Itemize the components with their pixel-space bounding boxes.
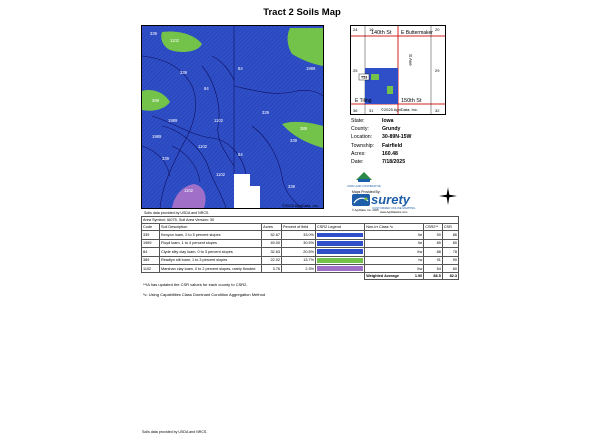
table-row (142, 248, 459, 256)
surety-tagline: CUSTOMIZED ONLINE MAPPING (372, 206, 416, 210)
cooperative-logo-text: IOWA LAND COOPERATIVE (347, 185, 381, 188)
soil-csr2: 89 (424, 239, 443, 247)
legend-color-swatch (317, 249, 363, 254)
north-arrow-icon (438, 186, 458, 206)
csr2-legend-swatch (315, 264, 364, 272)
soil-code: 339 (142, 231, 160, 239)
soil-class: IIw (365, 264, 424, 272)
map-label: 1102 (214, 118, 224, 123)
soil-csr: 78 (442, 248, 458, 256)
road-label-north-east: E Buttermaker (401, 30, 433, 36)
weighted-class: 1.90 (414, 274, 423, 279)
info-key-state: State: (351, 118, 365, 124)
info-key-township: Township: (351, 142, 375, 149)
map-label: 1102 (216, 172, 226, 177)
soil-percent: 33.0% (281, 231, 315, 239)
column-header: Acres (262, 224, 282, 231)
cooperative-logo (347, 168, 381, 188)
info-key-acres: Acres: (351, 150, 366, 157)
info-values (382, 117, 411, 166)
info-value-date: 7/18/2025 (382, 159, 406, 166)
csr2-note: **IA has updated the CSR values for each county to CSR2. (143, 282, 248, 287)
table-row (142, 264, 459, 272)
csr2-legend-swatch (315, 231, 364, 239)
surety-url: www.AgriDataInc.com (380, 210, 408, 214)
road-label-south: 150th St (401, 98, 422, 104)
soils-table (141, 216, 459, 280)
map-label: 389 (300, 126, 307, 131)
soil-percent: 13.7% (281, 256, 315, 264)
legend-color-swatch (317, 241, 363, 246)
soil-csr2: 54 (424, 264, 443, 272)
soil-csr2: 90 (424, 231, 443, 239)
map-label: 339 (150, 31, 157, 36)
tract-badge-label: T53 (361, 75, 368, 80)
soil-csr: 80 (442, 239, 458, 247)
soil-percent: 20.5% (281, 248, 315, 256)
soil-acres: 3.76 (262, 264, 282, 272)
info-value-location: 30-89N-15W (382, 134, 412, 141)
map-label: 339 (180, 70, 187, 75)
map-label: 1989 (306, 66, 316, 71)
info-key-county: County: (351, 126, 369, 133)
soil-csr2: 88 (424, 248, 443, 256)
footer-credit: Soils data provided by USDA and NRCS. (142, 430, 208, 434)
road-label-south-west: E Tiling (355, 98, 372, 104)
class-method-note: *c: Using Capabilities Class Dominant Condition Aggregation Method (143, 292, 266, 297)
table-row (142, 231, 459, 239)
soil-csr: 90 (442, 256, 458, 264)
soil-code: 1102 (142, 264, 160, 272)
map-label: 339 (288, 184, 295, 189)
soil-class: IIe (365, 231, 424, 239)
info-value-county: Grundy (382, 126, 401, 133)
info-value-state: Iowa (382, 118, 394, 124)
page-title: Tract 2 Soils Map (263, 7, 341, 18)
section-number: 24 (353, 27, 358, 32)
column-header: CSR (442, 224, 458, 231)
surety-logo-text: surety (371, 192, 411, 207)
section-number: 19 (369, 27, 374, 32)
soil-csr: 60 (442, 264, 458, 272)
soil-description: Marshan clay loam, 0 to 2 percent slopes, rarely flooded (159, 264, 261, 272)
maps-provided-by: Maps Provided By: (352, 190, 381, 194)
section-number: 32 (435, 108, 440, 113)
cooperative-logo-mark (347, 168, 381, 188)
info-key-date: Date: (351, 159, 364, 166)
weighted-csr: 82.3 (442, 273, 458, 280)
soil-description: Clyde silty clay loam, 0 to 3 percent slopes (159, 248, 261, 256)
column-header: Code (142, 224, 160, 231)
soil-code: 84 (142, 248, 160, 256)
section-number: 25 (353, 68, 358, 73)
weighted-csr2: 88.5 (424, 273, 443, 280)
soil-map-canvas (142, 26, 323, 208)
soil-csr2: 91 (424, 256, 443, 264)
csr2-legend-swatch (315, 256, 364, 264)
map-label: 389 (152, 98, 159, 103)
map-label: 1102 (184, 188, 194, 193)
area-symbol: Area Symbol: IA075, Soil Area Version: 30 (142, 217, 459, 224)
table-row (142, 239, 459, 247)
map-label: 1989 (168, 118, 178, 123)
weighted-average-row (142, 273, 459, 280)
map-label: 84 (238, 152, 243, 157)
svg-text:N: N (446, 187, 450, 191)
locator-map[interactable] (350, 25, 446, 115)
legend-color-swatch (317, 258, 363, 263)
column-header: CSR2** (424, 224, 443, 231)
map-label: 339 (162, 156, 169, 161)
locator-copyright: ©2025 AgriData, Inc. (381, 107, 418, 112)
soil-code: 1989 (142, 239, 160, 247)
info-key-location: Location: (351, 134, 373, 141)
map-label: 1989 (152, 134, 162, 139)
legend-color-swatch (317, 233, 363, 238)
section-number: 36 (353, 108, 358, 113)
soil-percent: 30.5% (281, 239, 315, 247)
soil-description: Readlyn silt loam, 1 to 3 percent slopes (159, 256, 261, 264)
info-value-acres: 160.48 (382, 150, 398, 157)
column-header: Soil Description (159, 224, 261, 231)
soil-class: IIe (365, 239, 424, 247)
section-number: 29 (435, 68, 440, 73)
soil-acres: 52.67 (262, 231, 282, 239)
weighted-average-label: Weighted Average (366, 274, 399, 279)
map-label: 339 (262, 110, 269, 115)
table-row (142, 256, 459, 264)
soil-description: Floyd loam, 1 to 4 percent slopes (159, 239, 261, 247)
road-label-north: 140th St (371, 30, 392, 36)
column-header: Non-Irr Class *c (365, 224, 424, 231)
soil-class: Iw (365, 256, 424, 264)
map-label: 339 (290, 138, 297, 143)
map-copyright: ©2025 AgriData, Inc. (282, 203, 319, 208)
section-number: 20 (435, 27, 440, 32)
map-label: 84 (204, 86, 209, 91)
road-label-ave: S Ave (408, 54, 413, 66)
map-label: 1102 (170, 38, 180, 43)
info-value-township: Fairfield (382, 142, 403, 149)
table-header-row (142, 224, 459, 231)
surety-copyright: © AgriData, Inc. 2025 (352, 208, 379, 212)
soil-description: Kenyon loam, 2 to 5 percent slopes (159, 231, 261, 239)
soil-acres: 22.02 (262, 256, 282, 264)
soils-data-credit: Soils data provided by USDA and NRCS. (144, 211, 210, 215)
soil-acres: 32.63 (262, 248, 282, 256)
column-header: Percent of field (281, 224, 315, 231)
soil-map[interactable] (141, 25, 324, 209)
map-label: 84 (238, 66, 243, 71)
soil-percent: 2.3% (281, 264, 315, 272)
soil-acres: 49.00 (262, 239, 282, 247)
soil-class: IIw (365, 248, 424, 256)
soil-code: 389 (142, 256, 160, 264)
csr2-legend-swatch (315, 248, 364, 256)
locator-map-canvas (351, 26, 445, 114)
legend-color-swatch (317, 266, 363, 271)
map-label: 1102 (198, 144, 208, 149)
soil-csr: 86 (442, 231, 458, 239)
surety-badge-icon (352, 194, 370, 206)
column-header: CSR2 Legend (315, 224, 364, 231)
section-number: 31 (369, 108, 374, 113)
csr2-legend-swatch (315, 239, 364, 247)
